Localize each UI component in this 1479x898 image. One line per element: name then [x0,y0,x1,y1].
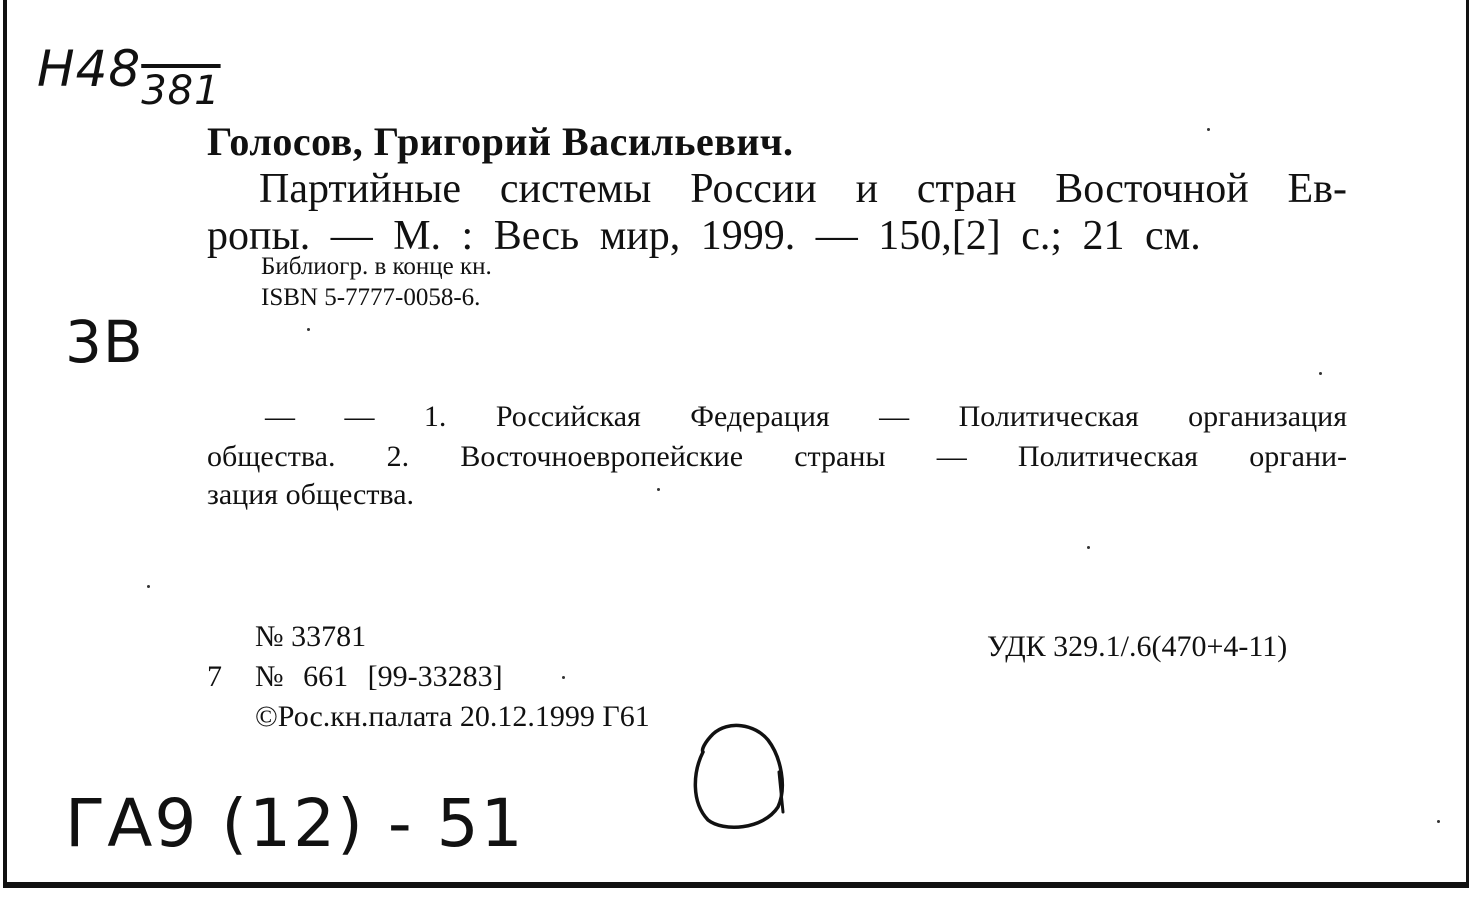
subjects-line-3: зация общества. [207,478,415,511]
subjects-line-1: — — 1. Российская Федерация — Политическая организация [265,400,1347,433]
subjects-line-2: общества. 2. Восточноевропейские страны — Политическая органи- [207,440,1347,473]
handwritten-mark: 3В [65,308,144,376]
author-heading: Голосов, Григорий Васильевич. [207,119,794,164]
scan-speck [562,676,565,679]
bibliography-note: Библиогр. в конце кн. [261,253,492,280]
record-number-1: № 33781 [255,620,367,653]
scan-speck [1437,820,1440,823]
handwritten-code-main: Н48 [37,40,142,98]
copyright-line: ©Рос.кн.палата 20.12.1999 Г61 [255,700,650,733]
scan-speck [1319,372,1322,375]
catalog-card [3,0,1469,888]
scan-speck [1207,128,1210,131]
handwritten-code-top [37,40,221,114]
scan-speck [307,328,310,331]
record-number-2: № 661 [99-33283] [255,660,503,693]
udk-code: УДК 329.1/.6(470+4-11) [987,630,1288,663]
handwritten-code-bottom: ГА9 (12) - 51 [65,785,525,862]
title-line-1: Партийные системы России и стран Восточной Ев- [259,166,1347,212]
scan-speck [657,488,660,491]
scan-speck [147,585,150,588]
title-line-2: ропы. — М. : Весь мир, 1999. — 150,[2] с.; 21 см. [207,213,1201,259]
isbn: ISBN 5-7777-0058-6. [261,284,481,311]
record-number-2-prefix: 7 [207,660,222,693]
handdrawn-circle-icon [683,712,793,842]
handwritten-code-sub: 381 [141,68,221,114]
scan-speck [1087,546,1090,549]
